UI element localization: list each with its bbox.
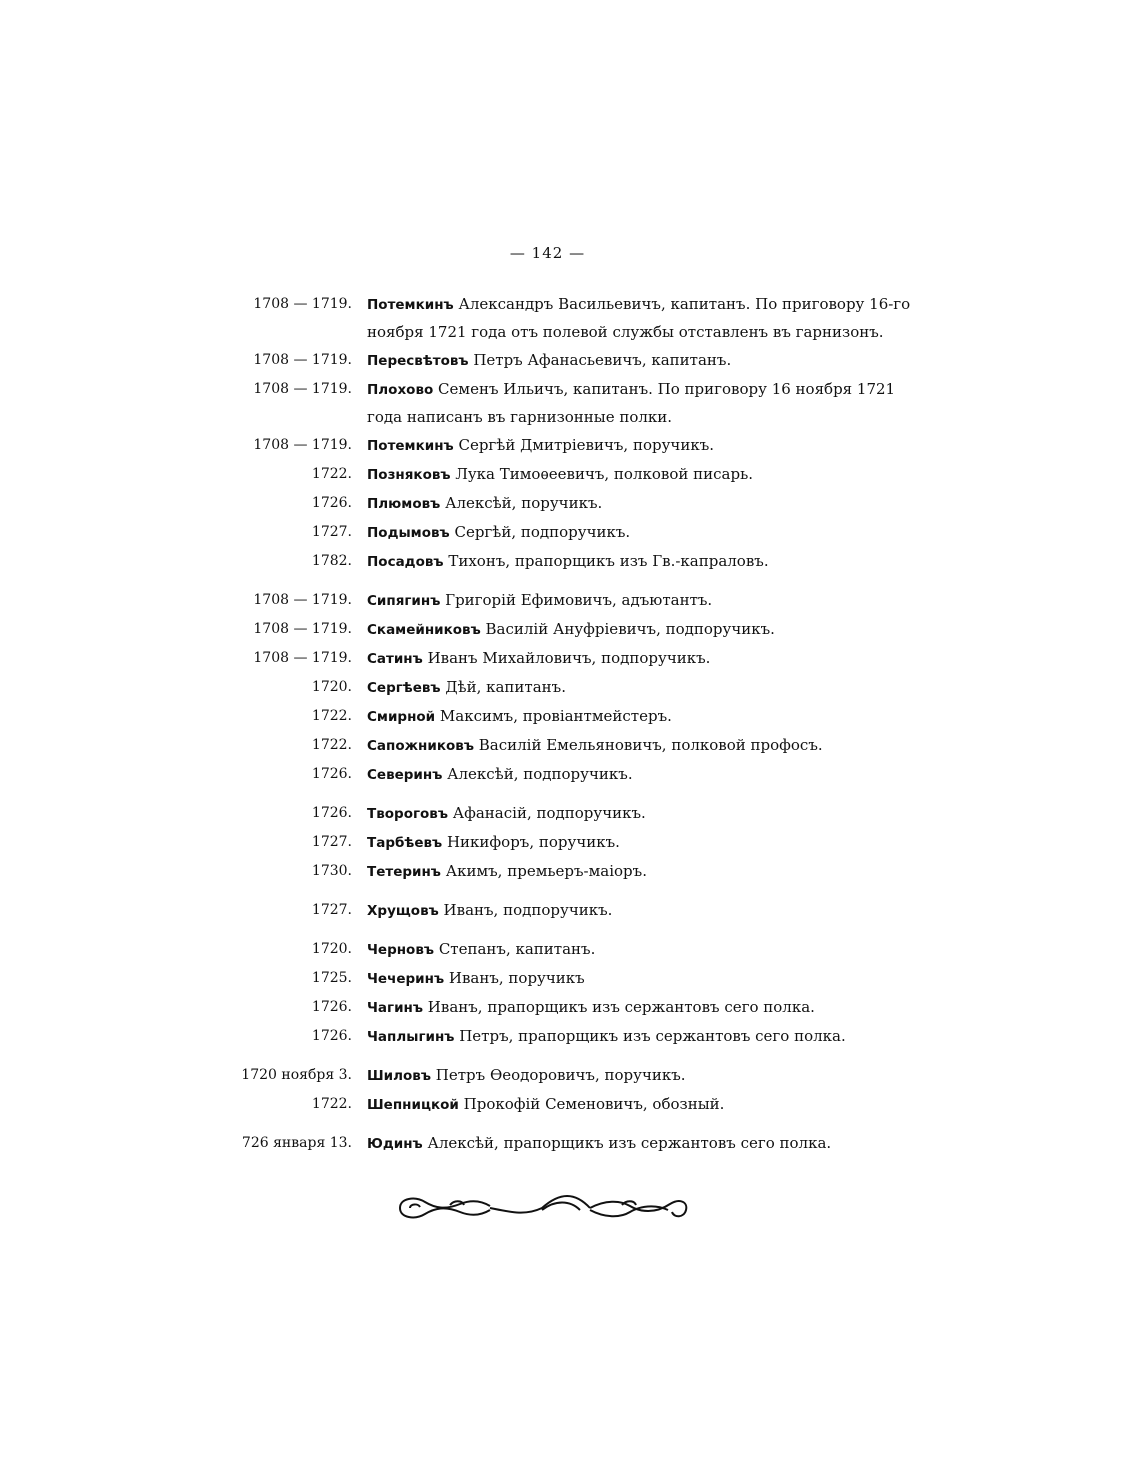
entry-text [367, 1090, 927, 1119]
entry-surname: Сергѣевъ [367, 680, 441, 696]
entry-date: 1720. [311, 679, 352, 695]
entry-surname: Пересвѣтовъ [367, 353, 469, 369]
entry-date: 1708 — 1719. [253, 437, 352, 453]
entry-list [0, 290, 1140, 1158]
entry-text [367, 731, 927, 760]
entry-date: 1727. [311, 902, 352, 918]
entry-row [0, 460, 1140, 489]
entry-text [367, 1129, 927, 1158]
entry-row [0, 993, 1140, 1022]
entry-surname: Чагинъ [367, 1000, 424, 1016]
entry-row [0, 547, 1140, 576]
entry-surname: Шиловъ [367, 1068, 431, 1084]
entry-description: Степанъ, капитанъ. [438, 940, 596, 958]
entry-surname: Позняковъ [367, 467, 451, 483]
entry-date: 1720. [311, 941, 352, 957]
entry-surname: Черновъ [367, 942, 435, 958]
entry-date: 1730. [311, 863, 352, 879]
entry-description: Григорій Ефимовичъ, адъютантъ. [445, 591, 713, 609]
entry-description: Никифоръ, поручикъ. [446, 833, 620, 851]
entry-description: Афанасій, подпоручикъ. [452, 804, 646, 822]
entry-description: Иванъ, поручикъ [448, 969, 585, 987]
entry-description: Максимъ, провіантмейстеръ. [439, 707, 672, 725]
entry-row [0, 1129, 1140, 1158]
entry-row [0, 760, 1140, 789]
entry-text [367, 760, 927, 789]
entry-surname: Чаплыгинъ [367, 1029, 455, 1045]
entry-row [0, 431, 1140, 460]
entry-date: 1708 — 1719. [253, 650, 352, 666]
entry-surname: Сипягинъ [367, 593, 441, 609]
entry-description: Иванъ, прапорщикъ изъ сержантовъ сего полка. [427, 998, 815, 1016]
entry-row [0, 346, 1140, 375]
entry-date: 1727. [311, 834, 352, 850]
entry-row [0, 731, 1140, 760]
entry-row [0, 896, 1140, 925]
entry-date: 1708 — 1719. [253, 352, 352, 368]
entry-surname: Подымовъ [367, 525, 450, 541]
entry-surname: Юдинъ [367, 1136, 423, 1152]
entry-row [0, 290, 1140, 346]
entry-row [0, 964, 1140, 993]
group-separator [0, 1051, 1140, 1061]
page-number: — 142 — [509, 244, 586, 262]
entry-date: 1708 — 1719. [253, 592, 352, 608]
entry-date: 1726. [311, 766, 352, 782]
entry-date: 1722. [311, 737, 352, 753]
entry-description: Иванъ Михайловичъ, подпоручикъ. [427, 649, 711, 667]
entry-description: Семенъ Ильичъ, капитанъ. По приговору 16 ноября 1721 года написанъ въ гарнизонные полки. [367, 380, 896, 426]
entry-date: 726 января 13. [241, 1135, 352, 1151]
entry-text [367, 1061, 927, 1090]
entry-description: Акимъ, премьеръ-маіоръ. [445, 862, 647, 880]
entry-description: Василій Емельяновичъ, полковой профосъ. [478, 736, 823, 754]
entry-description: Александръ Васильевичъ, капитанъ. По приговору 16-го ноября 1721 года отъ полевой службы отставленъ въ гарнизонъ. [367, 295, 911, 341]
entry-description: Сергѣй, подпоручикъ. [454, 523, 631, 541]
entry-row [0, 857, 1140, 886]
entry-description: Иванъ, подпоручикъ. [443, 901, 613, 919]
entry-text [367, 673, 927, 702]
entry-text [367, 431, 927, 460]
entry-text [367, 615, 927, 644]
entry-surname: Посадовъ [367, 554, 444, 570]
group-separator [0, 789, 1140, 799]
entry-text [367, 799, 927, 828]
entry-text [367, 964, 927, 993]
entry-surname: Северинъ [367, 767, 443, 783]
entry-surname: Плюмовъ [367, 496, 441, 512]
entry-date: 1726. [311, 805, 352, 821]
entry-date: 1722. [311, 466, 352, 482]
entry-date: 1782. [311, 553, 352, 569]
entry-date: 1720 ноября 3. [241, 1067, 352, 1083]
entry-description: Алексѣй, прапорщикъ изъ сержантовъ сего полка. [427, 1134, 832, 1152]
entry-text [367, 460, 927, 489]
entry-description: Дѣй, капитанъ. [445, 678, 566, 696]
entry-text [367, 547, 927, 576]
entry-text [367, 489, 927, 518]
entry-text [367, 857, 927, 886]
entry-text [367, 702, 927, 731]
entry-description: Сергѣй Дмитріевичъ, поручикъ. [458, 436, 715, 454]
entry-description: Тихонъ, прапорщикъ изъ Гв.-капраловъ. [448, 552, 769, 570]
entry-surname: Чечеринъ [367, 971, 445, 987]
entry-row [0, 586, 1140, 615]
entry-surname: Плохово [367, 382, 434, 398]
entry-description: Алексѣй, поручикъ. [445, 494, 603, 512]
entry-row [0, 518, 1140, 547]
entry-description: Василій Ануфріевичъ, подпоручикъ. [485, 620, 775, 638]
entry-row [0, 644, 1140, 673]
entry-surname: Тетеринъ [367, 864, 441, 880]
entry-row [0, 799, 1140, 828]
entry-surname: Сапожниковъ [367, 738, 474, 754]
entry-text [367, 346, 927, 375]
entry-description: Лука Тимоѳеевичъ, полковой писарь. [455, 465, 754, 483]
entry-row [0, 935, 1140, 964]
entry-surname: Шепницкой [367, 1097, 459, 1113]
entry-date: 1726. [311, 495, 352, 511]
entry-surname: Сатинъ [367, 651, 423, 667]
entry-date: 1722. [311, 708, 352, 724]
decorative-ornament-icon [390, 1188, 695, 1228]
group-separator [0, 925, 1140, 935]
entry-date: 1725. [311, 970, 352, 986]
entry-description: Петръ Ѳеодоровичъ, поручикъ. [435, 1066, 686, 1084]
entry-description: Прокофій Семеновичъ, обозный. [463, 1095, 725, 1113]
entry-text [367, 828, 927, 857]
entry-date: 1708 — 1719. [253, 381, 352, 397]
entry-description: Алексѣй, подпоручикъ. [447, 765, 633, 783]
group-separator [0, 886, 1140, 896]
entry-date: 1727. [311, 524, 352, 540]
entry-row [0, 828, 1140, 857]
entry-surname: Твороговъ [367, 806, 448, 822]
entry-row [0, 702, 1140, 731]
entry-text [367, 644, 927, 673]
entry-surname: Потемкинъ [367, 438, 454, 454]
group-separator [0, 576, 1140, 586]
entry-text [367, 896, 927, 925]
entry-row [0, 615, 1140, 644]
group-separator [0, 1119, 1140, 1129]
entry-text [367, 993, 927, 1022]
entry-description: Петръ Афанасьевичъ, капитанъ. [473, 351, 732, 369]
entry-row [0, 1090, 1140, 1119]
entry-row [0, 673, 1140, 702]
entry-surname: Смирной [367, 709, 436, 725]
entry-surname: Скамейниковъ [367, 622, 481, 638]
entry-surname: Тарбѣевъ [367, 835, 443, 851]
entry-surname: Потемкинъ [367, 297, 454, 313]
entry-text [367, 518, 927, 547]
entry-date: 1722. [311, 1096, 352, 1112]
entry-date: 1726. [311, 1028, 352, 1044]
entry-surname: Хрущовъ [367, 903, 439, 919]
entry-row [0, 1061, 1140, 1090]
entry-row [0, 375, 1140, 431]
entry-text [367, 1022, 927, 1051]
entry-text [367, 935, 927, 964]
entry-date: 1708 — 1719. [253, 621, 352, 637]
entry-row [0, 1022, 1140, 1051]
entry-date: 1708 — 1719. [253, 296, 352, 312]
entry-text [367, 375, 927, 431]
entry-description: Петръ, прапорщикъ изъ сержантовъ сего полка. [459, 1027, 846, 1045]
entry-date: 1726. [311, 999, 352, 1015]
entry-text [367, 586, 927, 615]
entry-row [0, 489, 1140, 518]
entry-text [367, 290, 927, 346]
